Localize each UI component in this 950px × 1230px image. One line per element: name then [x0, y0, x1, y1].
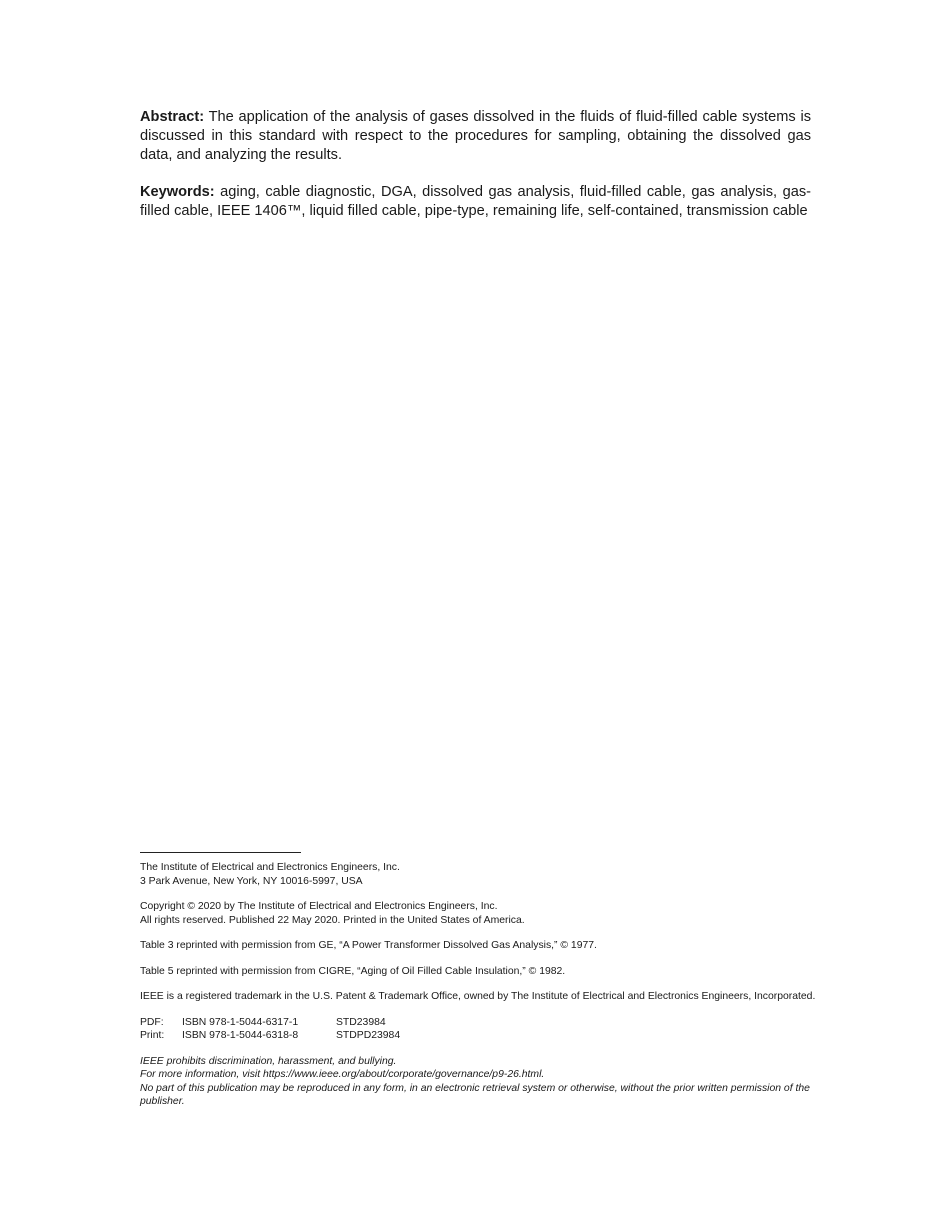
policy-line-2: For more information, visit https://www.ieee.org/about/corporate/governance/p9-26.html.	[140, 1069, 545, 1080]
publisher-address: 3 Park Avenue, New York, NY 10016-5997, USA	[140, 875, 363, 887]
copyright-line-1: Copyright © 2020 by The Institute of Electrical and Electronics Engineers, Inc.	[140, 901, 498, 912]
policy-notice	[140, 1055, 820, 1109]
keywords-paragraph	[140, 183, 811, 221]
trademark-note: IEEE is a registered trademark in the U.S. Patent & Trademark Office, owned by The Institute of Electrical and Electronics Engineers, Incorporated.	[140, 991, 816, 1002]
isbn-format: Print:	[140, 1030, 165, 1041]
abstract-paragraph	[140, 108, 811, 165]
isbn-row	[140, 1016, 820, 1030]
copyright-info	[140, 900, 820, 927]
publication-footer	[140, 861, 820, 1121]
table3-permission: Table 3 reprinted with permission from GE, “A Power Transformer Dissolved Gas Analysis,” © 1977.	[140, 940, 597, 951]
abstract-section	[140, 108, 811, 221]
footnote-divider	[140, 852, 301, 853]
keywords-label: Keywords:	[140, 184, 215, 200]
keywords-text: aging, cable diagnostic, DGA, dissolved gas analysis, fluid-filled cable, gas analysis, gas-filled cable, IEEE 1406™, liquid filled cable, pipe-type, remaining life, self-contained, transmission cable	[140, 184, 811, 219]
isbn-code: STD23984	[336, 1016, 386, 1028]
publisher-info	[140, 861, 820, 888]
isbn-table	[140, 1016, 820, 1043]
isbn-row	[140, 1029, 820, 1043]
isbn-number: ISBN 978-1-5044-6318-8	[182, 1030, 299, 1041]
isbn-code: STDPD23984	[336, 1030, 401, 1041]
isbn-number: ISBN 978-1-5044-6317-1	[182, 1016, 299, 1028]
abstract-text: The application of the analysis of gases dissolved in the fluids of fluid-filled cable systems is discussed in this standard with respect to the procedures for sampling, obtaining the dissolved gas data, and analyzing the results.	[140, 109, 811, 163]
table5-permission: Table 5 reprinted with permission from CIGRE, “Aging of Oil Filled Cable Insulation,” © 1982.	[140, 965, 566, 977]
policy-line-1: IEEE prohibits discrimination, harassment, and bullying.	[140, 1055, 397, 1067]
policy-line-3: No part of this publication may be reproduced in any form, in an electronic retrieval system or otherwise, without the prior written permission of the publisher.	[140, 1082, 810, 1107]
copyright-line-2: All rights reserved. Published 22 May 2020. Printed in the United States of America.	[140, 914, 525, 926]
isbn-format: PDF:	[140, 1016, 164, 1028]
abstract-label: Abstract:	[140, 109, 205, 125]
publisher-name: The Institute of Electrical and Electronics Engineers, Inc.	[140, 862, 400, 873]
